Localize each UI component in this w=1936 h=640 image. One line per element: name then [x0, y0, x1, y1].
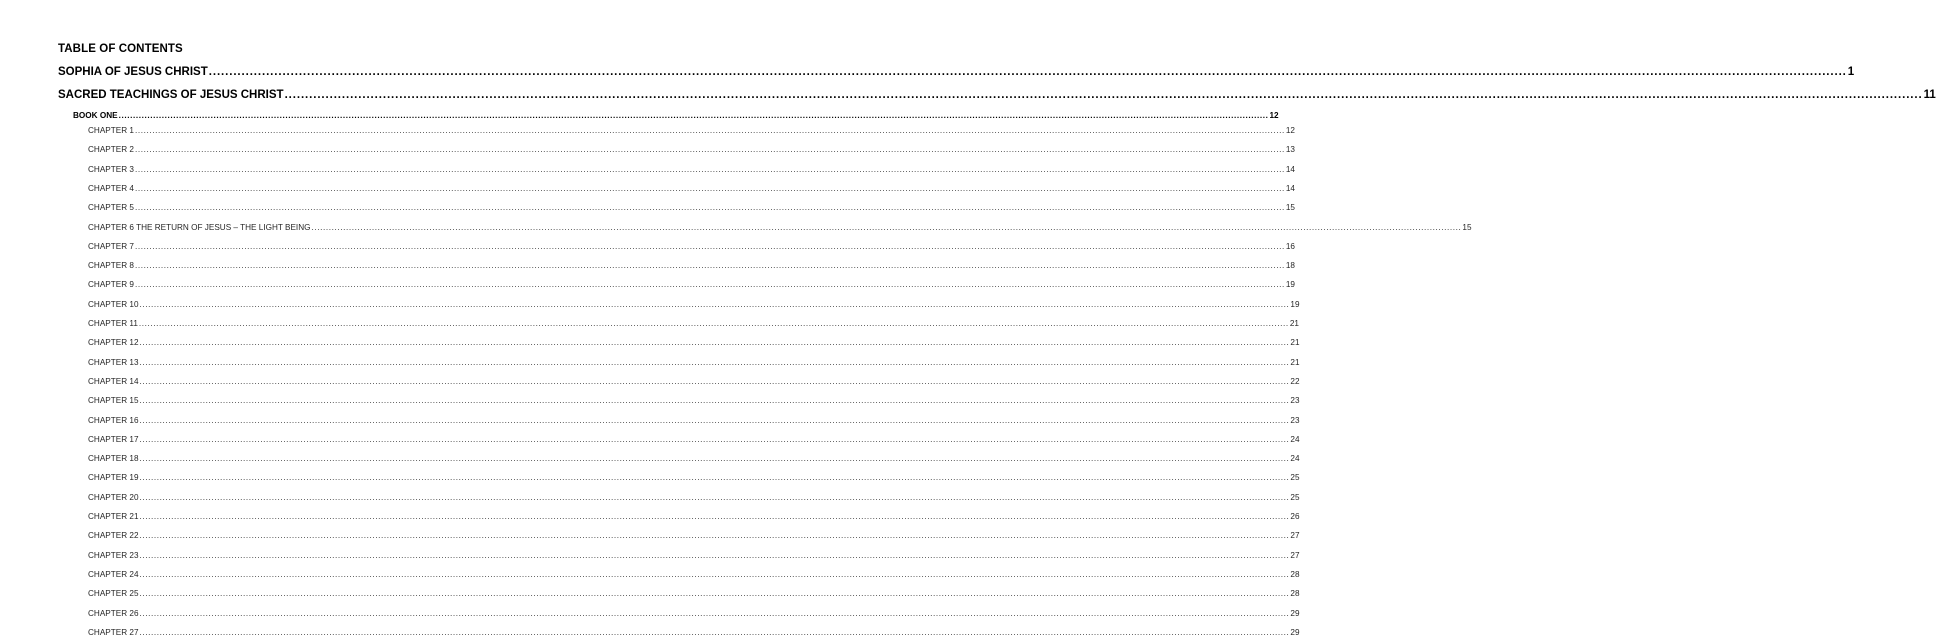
toc-dot-leader: ................................................................................................................................................................................................................................................................................................................................................................................................................: [134, 164, 1285, 174]
toc-entry-chapter[interactable]: [88, 589, 1300, 599]
toc-entry-label: CHAPTER 10: [88, 299, 139, 309]
toc-dot-leader: ................................................................................................................................................................................................................................................................................................................................................................................................................: [139, 376, 1290, 386]
toc-dot-leader: ................................................................................................................................................................................................................................................................................................................................................................................................................: [134, 183, 1285, 193]
toc-dot-leader: ................................................................................................................................................................................................................................................................................................................................................................................................................: [139, 627, 1290, 637]
toc-entry-page-number: 28: [1290, 569, 1300, 579]
toc-entry-page-number: 19: [1290, 299, 1300, 309]
toc-entry-chapter[interactable]: [88, 434, 1300, 444]
toc-dot-leader: ................................................................................................................................................................................................................................................................................................................................................................................................................: [139, 357, 1290, 367]
toc-entry-page-number: 25: [1290, 492, 1300, 502]
toc-entry-page-number: 25: [1290, 473, 1300, 483]
toc-dot-leader: ................................................................................................................................................................................................................................................................................................................................................................................................................: [139, 454, 1290, 464]
toc-entry-chapter[interactable]: [88, 415, 1300, 425]
toc-entry-label: CHAPTER 15: [88, 396, 139, 406]
toc-entry-page-number: 21: [1290, 357, 1300, 367]
toc-dot-leader: ................................................................................................................................................................................................................................................................................................................................................................................................................: [134, 261, 1285, 271]
toc-entry-page-number: 29: [1290, 608, 1300, 618]
toc-entry-chapter[interactable]: [88, 261, 1295, 271]
toc-entry-label: CHAPTER 5: [88, 203, 134, 213]
toc-entry-chapter[interactable]: [88, 183, 1295, 193]
toc-entry-chapter[interactable]: [88, 376, 1300, 386]
toc-dot-leader: ................................................................................................................................................................................................................................................................................................................................................................................................................: [139, 608, 1290, 618]
toc-entry-label: CHAPTER 22: [88, 531, 139, 541]
toc-entry-page-number: 21: [1289, 319, 1299, 328]
toc-entry-page-number: 13: [1285, 145, 1295, 155]
toc-entry-chapter[interactable]: [88, 357, 1300, 367]
toc-entry-page-number: 23: [1290, 396, 1300, 406]
toc-dot-leader: ................................................................................................................................................................................................................................................................................................................................................................................................................: [139, 589, 1290, 599]
toc-entry-page-number: 24: [1290, 434, 1300, 444]
toc-dot-leader: ................................................................................................................................................................................................................................................................................................................................................................................................................: [139, 512, 1290, 521]
toc-dot-leader: ................................................................................................................................................................................................................................................................................................................................................................................................................: [139, 415, 1290, 425]
toc-entry-label: CHAPTER 17: [88, 434, 139, 444]
toc-dot-leader: ................................................................................................................................................................................................................................................................................................................................................................................................................: [139, 473, 1290, 483]
toc-entry-page-number: 11: [1923, 89, 1936, 101]
toc-entry-major[interactable]: [58, 89, 1936, 101]
toc-entry-page-number: 1: [1847, 66, 1855, 78]
toc-entry-chapter[interactable]: [88, 319, 1299, 328]
toc-entry-chapter[interactable]: [88, 492, 1300, 502]
toc-entry-chapter[interactable]: [88, 608, 1300, 618]
toc-entry-chapter[interactable]: [88, 241, 1295, 251]
toc-entry-label: CHAPTER 26: [88, 608, 139, 618]
toc-entry-label: CHAPTER 19: [88, 473, 139, 483]
toc-entry-chapter[interactable]: [88, 222, 1472, 232]
toc-entry-label: CHAPTER 1: [88, 126, 134, 135]
toc-entry-chapter[interactable]: [88, 627, 1300, 637]
toc-entry-page-number: 15: [1285, 203, 1295, 213]
toc-entry-label: SACRED TEACHINGS OF JESUS CHRIST: [58, 89, 284, 101]
toc-entry-label: CHAPTER 3: [88, 164, 134, 174]
toc-entry-chapter[interactable]: [88, 550, 1300, 560]
toc-dot-leader: ................................................................................................................................................................................................................................................................................................................................................................................................................: [139, 569, 1290, 579]
toc-entry-label: SOPHIA OF JESUS CHRIST: [58, 66, 208, 78]
toc-dot-leader: ................................................................................................................................................................................................................................................................................................................................................................................................................: [208, 66, 1847, 78]
toc-dot-leader: ................................................................................................................................................................................................................................................................................................................................................................................................................: [139, 396, 1290, 406]
toc-entry-label: CHAPTER 7: [88, 241, 134, 251]
toc-entry-page-number: 19: [1285, 280, 1295, 290]
toc-entry-label: CHAPTER 14: [88, 376, 139, 386]
toc-entry-chapter[interactable]: [88, 280, 1295, 290]
toc-entry-chapter[interactable]: [88, 338, 1300, 348]
toc-entry-label: CHAPTER 9: [88, 280, 134, 290]
toc-entry-page-number: 12: [1269, 111, 1279, 120]
toc-entry-chapter[interactable]: [88, 531, 1300, 541]
toc-entry-page-number: 28: [1290, 589, 1300, 599]
toc-dot-leader: ................................................................................................................................................................................................................................................................................................................................................................................................................: [134, 280, 1285, 290]
toc-entry-page-number: 12: [1285, 126, 1295, 135]
toc-entry-label: CHAPTER 4: [88, 183, 134, 193]
toc-entry-label: CHAPTER 6 THE RETURN OF JESUS – THE LIGHT BEING: [88, 222, 311, 232]
toc-entry-chapter[interactable]: [88, 145, 1295, 155]
toc-entry-page-number: 15: [1462, 222, 1472, 232]
toc-entry-chapter[interactable]: [88, 164, 1295, 174]
toc-dot-leader: ................................................................................................................................................................................................................................................................................................................................................................................................................: [139, 531, 1290, 541]
toc-dot-leader: ................................................................................................................................................................................................................................................................................................................................................................................................................: [138, 319, 1289, 328]
toc-entry-page-number: 14: [1285, 164, 1295, 174]
toc-heading: TABLE OF CONTENTS: [58, 43, 183, 55]
toc-entry-label: BOOK ONE: [73, 111, 118, 120]
toc-dot-leader: ................................................................................................................................................................................................................................................................................................................................................................................................................: [139, 492, 1290, 502]
toc-dot-leader: ................................................................................................................................................................................................................................................................................................................................................................................................................: [134, 145, 1285, 155]
toc-entry-page-number: 24: [1290, 454, 1300, 464]
toc-entry-page-number: 29: [1290, 627, 1300, 637]
toc-entry-label: CHAPTER 11: [88, 319, 138, 328]
toc-entry-label: CHAPTER 16: [88, 415, 139, 425]
toc-entry-label: CHAPTER 23: [88, 550, 139, 560]
toc-dot-leader: ................................................................................................................................................................................................................................................................................................................................................................................................................: [134, 126, 1285, 135]
toc-dot-leader: ................................................................................................................................................................................................................................................................................................................................................................................................................: [118, 111, 1269, 120]
toc-entry-page-number: 18: [1285, 261, 1295, 271]
toc-entry-label: CHAPTER 12: [88, 338, 139, 348]
toc-entry-page-number: 23: [1290, 415, 1300, 425]
toc-dot-leader: ................................................................................................................................................................................................................................................................................................................................................................................................................: [139, 338, 1290, 348]
toc-entry-label: CHAPTER 13: [88, 357, 139, 367]
toc-entry-chapter[interactable]: [88, 512, 1300, 521]
toc-entry-label: CHAPTER 20: [88, 492, 139, 502]
toc-entry-label: CHAPTER 25: [88, 589, 139, 599]
toc-entry-page-number: 27: [1290, 531, 1300, 541]
toc-entry-chapter[interactable]: [88, 299, 1300, 309]
toc-entry-chapter[interactable]: [88, 396, 1300, 406]
toc-dot-leader: ................................................................................................................................................................................................................................................................................................................................................................................................................: [139, 299, 1290, 309]
toc-entry-page-number: 14: [1285, 183, 1295, 193]
toc-dot-leader: ................................................................................................................................................................................................................................................................................................................................................................................................................: [134, 203, 1285, 213]
toc-entry-label: CHAPTER 18: [88, 454, 139, 464]
toc-entry-chapter[interactable]: [88, 473, 1300, 483]
toc-dot-leader: ................................................................................................................................................................................................................................................................................................................................................................................................................: [311, 222, 1462, 232]
toc-dot-leader: ................................................................................................................................................................................................................................................................................................................................................................................................................: [134, 241, 1285, 251]
toc-entry-label: CHAPTER 21: [88, 512, 139, 521]
toc-entry-page-number: 21: [1290, 338, 1300, 348]
toc-entry-page-number: 22: [1290, 376, 1300, 386]
toc-entry-label: CHAPTER 8: [88, 261, 134, 271]
toc-entry-book[interactable]: [73, 111, 1279, 120]
toc-entry-page-number: 27: [1290, 550, 1300, 560]
toc-entry-chapter[interactable]: [88, 569, 1300, 579]
toc-entry-chapter[interactable]: [88, 126, 1295, 135]
toc-entry-label: CHAPTER 24: [88, 569, 139, 579]
toc-dot-leader: ................................................................................................................................................................................................................................................................................................................................................................................................................: [139, 550, 1290, 560]
toc-entry-chapter[interactable]: [88, 203, 1295, 213]
toc-entry-page-number: 16: [1285, 241, 1295, 251]
toc-entry-page-number: 26: [1290, 512, 1300, 521]
toc-dot-leader: ................................................................................................................................................................................................................................................................................................................................................................................................................: [139, 434, 1290, 444]
toc-entry-label: CHAPTER 27: [88, 627, 139, 637]
toc-dot-leader: ................................................................................................................................................................................................................................................................................................................................................................................................................: [284, 89, 1923, 101]
toc-entry-major[interactable]: [58, 66, 1855, 78]
toc-entry-chapter[interactable]: [88, 454, 1300, 464]
toc-entry-label: CHAPTER 2: [88, 145, 134, 155]
